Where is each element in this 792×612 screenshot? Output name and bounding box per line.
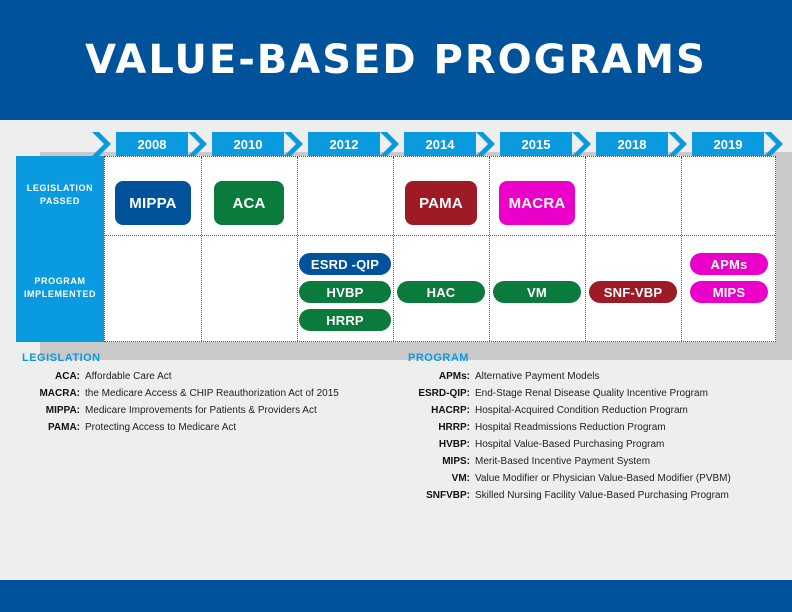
- timeline-item-macra[interactable]: MACRA: [499, 181, 575, 225]
- timeline-item-apms[interactable]: APMs: [690, 253, 768, 275]
- chevron-right-icon: [476, 132, 500, 156]
- legend-entry: [22, 405, 402, 418]
- legend-description: Hospital-Acquired Condition Reduction Program: [475, 405, 688, 416]
- body-panel: [0, 120, 792, 580]
- legend-entry: [408, 388, 778, 401]
- legend-abbreviation: ESRD-QIP:: [418, 388, 470, 399]
- legend-abbreviation: HACRP:: [431, 405, 470, 416]
- legend-abbreviation: MACRA:: [39, 388, 80, 399]
- legend-description: Hospital Value-Based Purchasing Program: [475, 439, 665, 450]
- row-label-program: [16, 234, 104, 342]
- chevron-right-icon: [284, 132, 308, 156]
- grid-line-vertical: [393, 157, 394, 341]
- row-label-program-line2: IMPLEMENTED: [23, 289, 97, 299]
- year-axis: [104, 132, 776, 156]
- legend-description: Alternative Payment Models: [475, 371, 600, 382]
- year-label-2019: 2019: [692, 132, 764, 156]
- row-label-legislation-line1: LEGISLATION: [26, 183, 94, 194]
- grid-line-vertical: [297, 157, 298, 341]
- chevron-right-icon: [572, 132, 596, 156]
- legend-entry: [408, 456, 778, 469]
- legend-legislation-heading: LEGISLATION: [22, 352, 101, 364]
- timeline-item-mippa[interactable]: MIPPA: [115, 181, 191, 225]
- legend-legislation: [22, 352, 402, 439]
- page-title: VALUE-BASED PROGRAMS: [85, 37, 707, 83]
- year-label-2008: 2008: [116, 132, 188, 156]
- chevron-right-icon: [92, 132, 116, 156]
- legend-entry: [408, 473, 778, 486]
- year-label-2015: 2015: [500, 132, 572, 156]
- timeline-chart: [16, 132, 776, 342]
- legend-entry: [408, 439, 778, 452]
- year-label-2010: 2010: [212, 132, 284, 156]
- legend-entry: [22, 388, 402, 401]
- timeline-item-vm[interactable]: VM: [493, 281, 581, 303]
- timeline-item-hvbp[interactable]: HVBP: [299, 281, 391, 303]
- legend-abbreviation: ACA:: [55, 371, 80, 382]
- timeline-item-esrd-qip[interactable]: ESRD -QIP: [299, 253, 391, 275]
- legend-description: End-Stage Renal Disease Quality Incentive Program: [475, 388, 708, 399]
- timeline-item-snf-vbp[interactable]: SNF-VBP: [589, 281, 677, 303]
- legend-entry: [408, 371, 778, 384]
- chevron-right-icon: [380, 132, 404, 156]
- year-label-2012: 2012: [308, 132, 380, 156]
- timeline-item-hrrp[interactable]: HRRP: [299, 309, 391, 331]
- legend-abbreviation: HVBP:: [438, 439, 470, 450]
- timeline-plot: [104, 156, 776, 342]
- chevron-right-icon: [188, 132, 212, 156]
- legend-entry: [408, 405, 778, 418]
- legend-description: Merit-Based Incentive Payment System: [475, 456, 651, 467]
- legend-program-heading: PROGRAM: [408, 352, 469, 364]
- legend-description: Hospital Readmissions Reduction Program: [475, 422, 666, 433]
- legend-abbreviation: HRRP:: [438, 422, 470, 433]
- chevron-right-icon: [764, 132, 788, 156]
- grid-line-vertical: [681, 157, 682, 341]
- legend-entry: [408, 490, 778, 503]
- grid-line-vertical: [489, 157, 490, 341]
- timeline-item-mips[interactable]: MIPS: [690, 281, 768, 303]
- grid-line-vertical: [201, 157, 202, 341]
- year-label-2014: 2014: [404, 132, 476, 156]
- legend-description: Affordable Care Act: [85, 371, 172, 382]
- legend-description: Value Modifier or Physician Value-Based Modifier (PVBM): [475, 473, 731, 484]
- chevron-right-icon: [668, 132, 692, 156]
- row-label-legislation: [16, 156, 104, 234]
- legend-entry: [408, 422, 778, 435]
- legend-description: the Medicare Access & CHIP Reauthorization Act of 2015: [85, 388, 339, 399]
- legend-abbreviation: MIPPA:: [45, 405, 80, 416]
- legend-abbreviation: MIPS:: [442, 456, 470, 467]
- legend-program: [408, 352, 778, 507]
- legend-description: Medicare Improvements for Patients & Providers Act: [85, 405, 317, 416]
- legend-abbreviation: PAMA:: [47, 422, 80, 433]
- legend-abbreviation: SNFVBP:: [426, 490, 470, 501]
- row-label-legislation-line2: PASSED: [40, 196, 80, 206]
- timeline-item-pama[interactable]: PAMA: [405, 181, 477, 225]
- year-label-2018: 2018: [596, 132, 668, 156]
- legend-entry: [22, 422, 402, 435]
- grid-line-vertical: [585, 157, 586, 341]
- legend-entry: [22, 371, 402, 384]
- timeline-item-hac[interactable]: HAC: [397, 281, 485, 303]
- legend-abbreviation: APMs:: [438, 371, 470, 382]
- grid-line-horizontal: [105, 235, 775, 236]
- legend-abbreviation: VM:: [451, 473, 470, 484]
- title-band: [0, 0, 792, 120]
- legend-description: Skilled Nursing Facility Value-Based Purchasing Program: [475, 490, 729, 501]
- row-label-program-line1: PROGRAM: [34, 276, 86, 287]
- timeline-item-aca[interactable]: ACA: [214, 181, 284, 225]
- legend-description: Protecting Access to Medicare Act: [85, 422, 237, 433]
